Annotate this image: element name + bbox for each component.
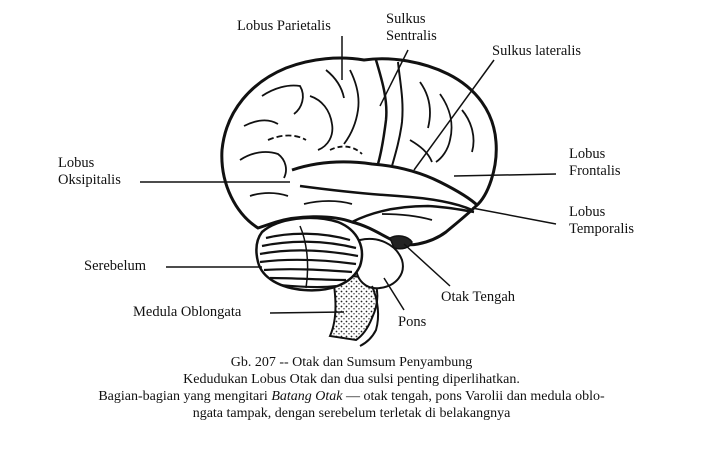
caption-line-4: ngata tampak, dengan serebelum terletak di belakangnya: [192, 406, 511, 421]
caption-line-2: Kedudukan Lobus Otak dan dua sulsi penting diperlihatkan.: [183, 372, 520, 387]
label-otak-tengah: Otak Tengah: [441, 289, 516, 305]
label-sulkus-sentralis: Sulkus Sentralis: [386, 11, 437, 44]
label-lobus-parietalis: Lobus Parietalis: [237, 18, 331, 34]
caption-line-1: Gb. 207 -- Otak dan Sumsum Penyambung: [230, 355, 473, 370]
label-serebelum: Serebelum: [84, 258, 147, 274]
label-lobus-frontalis: Lobus Frontalis: [569, 146, 621, 179]
figure-caption: [0, 354, 703, 422]
label-medula-oblongata: Medula Oblongata: [133, 304, 242, 320]
caption-emphasis: Batang Otak: [271, 389, 343, 404]
label-pons: Pons: [398, 314, 427, 330]
label-sulkus-lateralis: Sulkus lateralis: [492, 43, 582, 59]
label-lobus-oksipitalis: Lobus Oksipitalis: [58, 155, 121, 188]
otak-tengah-shape: [390, 236, 412, 249]
label-lobus-temporalis: Lobus Temporalis: [569, 204, 635, 237]
serebelum-shape: [256, 218, 362, 290]
caption-line-3: Bagian-bagian yang mengitari Batang Otak — otak tengah, pons Varolii dan medula oblo-: [98, 389, 605, 404]
